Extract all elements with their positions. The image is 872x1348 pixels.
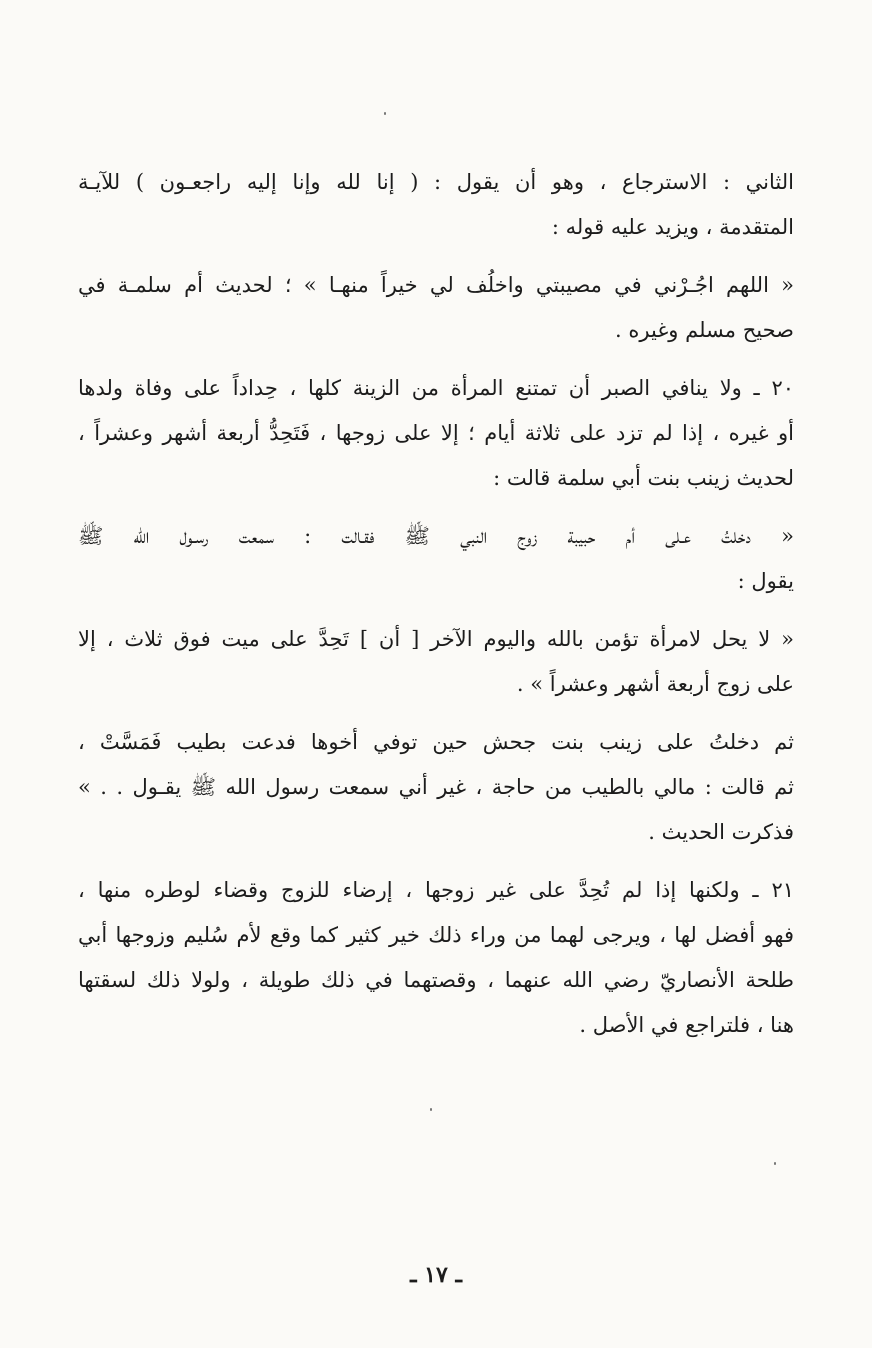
text-line: « دخلتُ عـلى أم حبيبة زوج النبي ﷺ فقـالت : سمعت رسـول الله ﷺ — [78, 524, 794, 548]
scan-speck — [774, 1162, 776, 1165]
paragraph-zaynab — [78, 720, 794, 855]
paragraph-hadith — [78, 617, 794, 707]
scan-speck — [384, 112, 386, 115]
text-line: فهو أفضل لها ، ويرجى لهما من وراء ذلك خير كثير كما وقع لأم سُليم وزوجها أبي — [78, 923, 794, 947]
text-line: ٢١ ـ ولكنها إذا لم تُحِدَّ على غير زوجها ، إرضاء للزوج وقضاء لوطره منها ، — [78, 878, 794, 902]
text-line: فذكرت الحديث . — [648, 820, 794, 844]
page-number: ـ ١٧ ـ — [410, 1262, 462, 1288]
paragraph-20 — [78, 366, 794, 501]
text-line: طلحة الأنصاريّ رضي الله عنهما ، وقصتهما في ذلك طويلة ، ولولا ذلك لسقتها — [78, 968, 794, 992]
paragraph-dua — [78, 263, 794, 353]
text-line: الثاني : الاسترجاع ، وهو أن يقول : ( إنا لله وإنا إليه راجعـون ) للآيـة — [78, 170, 794, 194]
text-line: ٢٠ ـ ولا ينافي الصبر أن تمتنع المرأة من الزينة كلها ، حِداداً على وفاة ولدها — [78, 376, 794, 400]
text-line: ثم دخلتُ على زينب بنت جحش حين توفي أخوها فدعت بطيب فَمَسَّتْ ، — [78, 730, 794, 754]
text-line: على زوج أربعة أشهر وعشراً » . — [516, 672, 794, 696]
paragraph-istirja — [78, 160, 794, 250]
text-line: صحيح مسلم وغيره . — [615, 318, 794, 342]
text-line: المتقدمة ، ويزيد عليه قوله : — [551, 215, 794, 239]
text-line: لحديث زينب بنت أبي سلمة قالت : — [493, 466, 794, 490]
text-line: أو غيره ، إذا لم تزد على ثلاثة أيام ؛ إلا على زوجها ، فَتَحِدُّ أربعة أشهر وعشراً ، — [78, 421, 794, 445]
main-text — [78, 160, 794, 1048]
text-line: يقول : — [737, 569, 794, 593]
text-line: « لا يحل لامرأة تؤمن بالله واليوم الآخر [ أن ] تَحِدَّ على ميت فوق ثلاث ، إلا — [78, 627, 794, 651]
text-line: هنا ، فلتراجع في الأصل . — [579, 1013, 794, 1037]
paragraph-hadith-intro — [78, 514, 794, 604]
text-line: « اللهم اجُـرْني في مصيبتي واخلُف لي خيراً منهـا » ؛ لحديث أم سلمـة في — [78, 273, 794, 297]
scan-speck — [430, 1108, 432, 1111]
paragraph-21 — [78, 868, 794, 1048]
text-line: ثم قالت : مالي بالطيب من حاجة ، غير أني سمعت رسول الله ﷺ يقـول . . » — [78, 775, 794, 799]
